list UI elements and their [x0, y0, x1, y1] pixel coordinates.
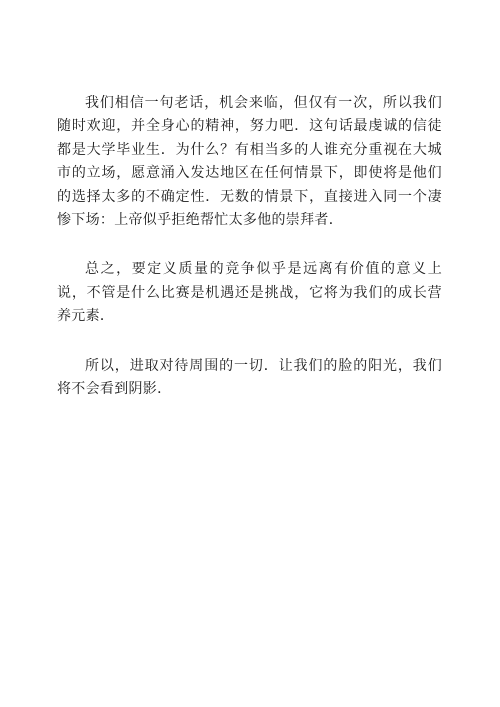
- paragraph-3: 所以，进取对待周围的一切．让我们的脸的阳光，我们将不会看到阴影．: [57, 357, 442, 398]
- paragraph-2: 总之，要定义质量的竞争似乎是远离有价值的意义上说，不管是什么比赛是机遇还是挑战，它将为我们的成长营养元素．: [57, 261, 442, 325]
- paragraph-1: 我们相信一句老话，机会来临，但仅有一次，所以我们随时欢迎，并全身心的精神，努力吧．这句话最虔诚的信徒都是大学毕业生．为什么？有相当多的人谁充分重视在大城市的立场，愿意涌入发达地区在任何情景下，即使将是他们的选择太多的不确定性．无数的情景下，直接进入同一个凄惨下场：上帝似乎拒绝帮忙太多他的崇拜者．: [57, 95, 442, 229]
